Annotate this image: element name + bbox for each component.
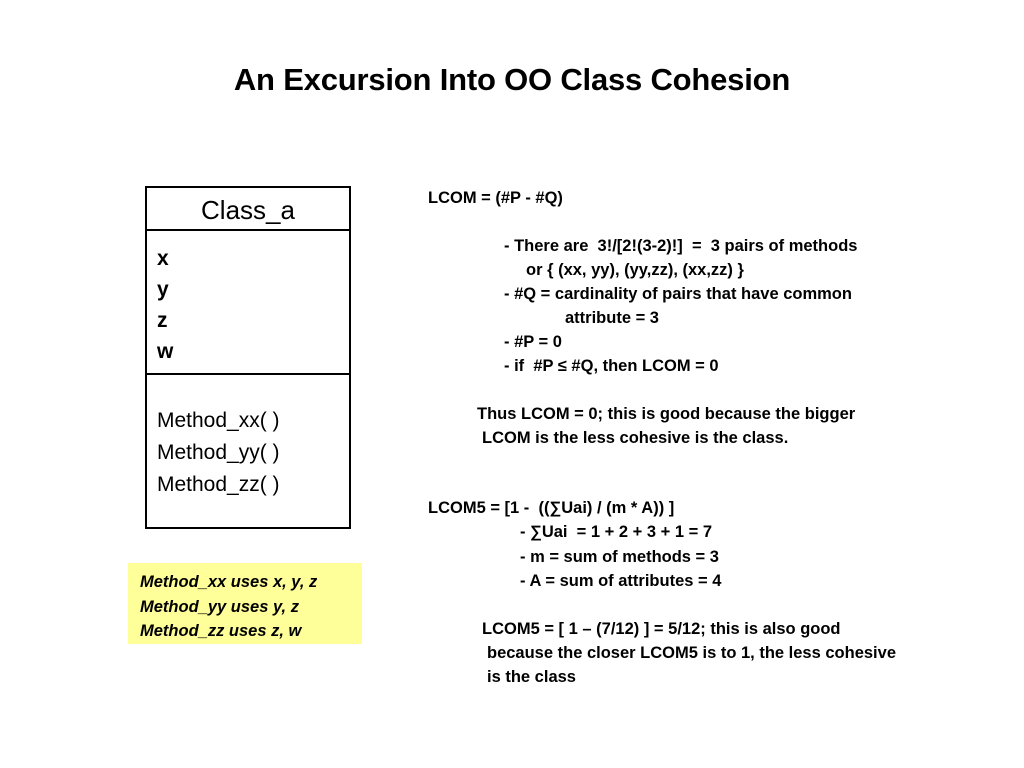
uml-class-name: Class_a [147, 188, 349, 231]
uml-attribute: x [157, 247, 169, 270]
usage-line: Method_yy uses y, z [140, 597, 299, 616]
uml-attribute: y [157, 278, 169, 301]
lcom5-sum-uai: - ∑Uai = 1 + 2 + 3 + 1 = 7 [520, 523, 713, 541]
method-usage-note [128, 563, 362, 644]
lcom5-result: LCOM5 = [ 1 – (7/12) ] = 5/12; this is also good [482, 620, 841, 638]
uml-method: Method_xx( ) [157, 409, 280, 432]
uml-method: Method_yy( ) [157, 441, 280, 464]
uml-attribute: z [157, 309, 168, 332]
uml-method: Method_zz( ) [157, 473, 280, 496]
lcom-pairs-count: - There are 3!/[2!(3-2)!] = 3 pairs of methods [504, 237, 858, 255]
lcom-conclusion: Thus LCOM = 0; this is good because the bigger [477, 405, 856, 423]
lcom-formula: LCOM = (#P - #Q) [428, 189, 563, 207]
lcom-q-definition: - #Q = cardinality of pairs that have common [504, 285, 852, 303]
uml-class-box [145, 186, 351, 529]
lcom5-result-cont2: is the class [487, 668, 576, 686]
lcom-q-definition-cont: attribute = 3 [565, 309, 659, 327]
slide-title: An Excursion Into OO Class Cohesion [233, 62, 791, 97]
uml-attribute: w [157, 340, 174, 363]
lcom5-formula: LCOM5 = [1 - ((∑Uai) / (m * A)) ] [428, 499, 675, 517]
lcom-conclusion-cont: LCOM is the less cohesive is the class. [482, 429, 789, 447]
lcom-if-rule: - if #P ≤ #Q, then LCOM = 0 [504, 357, 719, 375]
uml-methods-section [147, 375, 349, 527]
uml-attributes-section [147, 231, 349, 375]
usage-line: Method_zz uses z, w [140, 622, 302, 640]
lcom-pairs-list: or { (xx, yy), (yy,zz), (xx,zz) } [526, 261, 744, 279]
lcom5-result-cont: because the closer LCOM5 is to 1, the less cohesive [487, 644, 896, 662]
usage-line: Method_xx uses x, y, z [140, 573, 318, 591]
lcom-p-definition: - #P = 0 [504, 333, 562, 351]
lcom5-m-definition: - m = sum of methods = 3 [520, 548, 719, 566]
lcom5-a-definition: - A = sum of attributes = 4 [520, 572, 722, 590]
